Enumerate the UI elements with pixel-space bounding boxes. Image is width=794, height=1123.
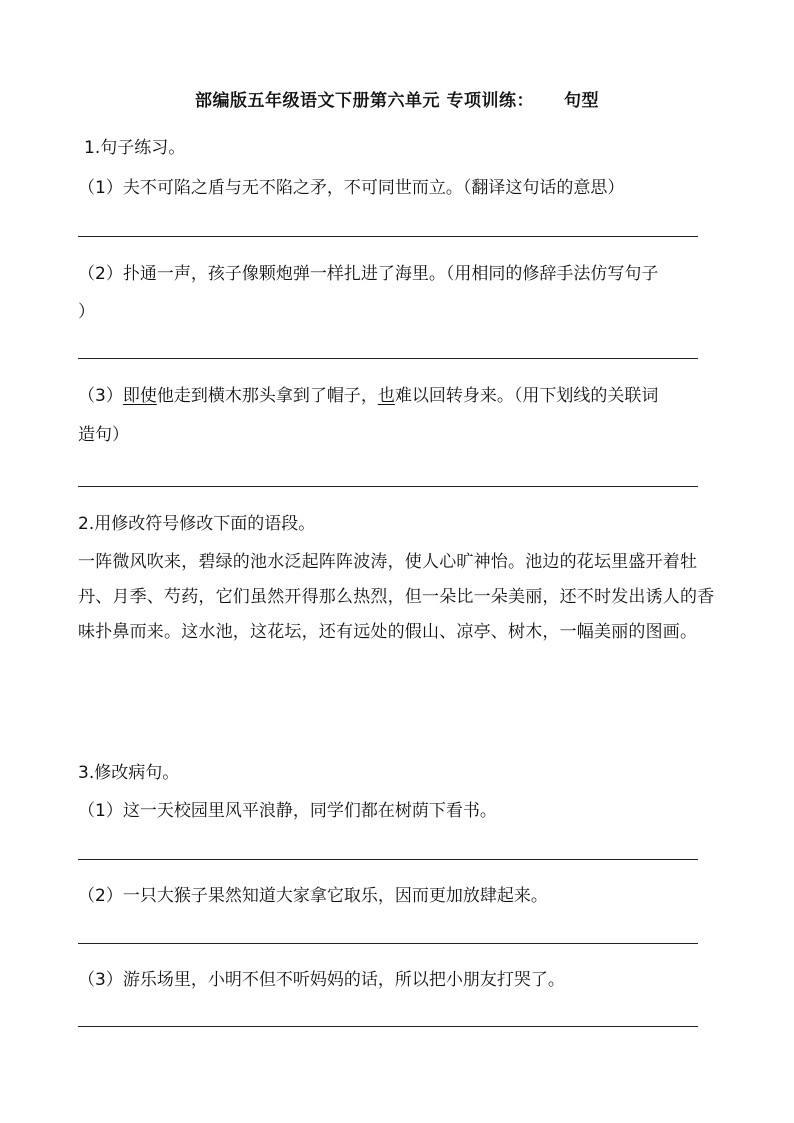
page-title — [0, 86, 794, 111]
underlined-word-ye: 也 — [377, 386, 395, 406]
answer-line-1-3[interactable] — [78, 486, 698, 487]
section1-heading: 1.句子练习。 — [84, 138, 186, 158]
question-3-2: （2）一只大猴子果然知道大家拿它取乐，因而更加放肆起来。 — [78, 886, 548, 906]
answer-line-1-2[interactable] — [78, 358, 698, 359]
question-1-3-prefix: （3） — [78, 386, 123, 406]
question-1-3-mid: 他走到横木那头拿到了帽子， — [156, 386, 378, 406]
answer-line-3-1[interactable] — [78, 859, 698, 860]
section3-heading: 3.修改病句。 — [78, 763, 180, 783]
question-3-1: （1）这一天校园里风平浪静，同学们都在树荫下看书。 — [78, 801, 497, 821]
underlined-word-jishi: 即使 — [122, 386, 157, 406]
question-1-3 — [78, 386, 728, 406]
question-1-1: （1）夫不可陷之盾与无不陷之矛，不可同世而立。（翻译这句话的意思） — [78, 178, 625, 198]
section2-passage: 一阵微风吹来，碧绿的池水泛起阵阵波涛，使人心旷神怡。池边的花坛里盛开着牡丹、月季、芍药，它们虽然开得那么热烈，但一朵比一朵美丽，还不时发出诱人的香味扑鼻而来。这水池，这花坛，还有远处的假山、凉亭、树木，一幅美丽的图画。 — [78, 552, 715, 642]
question-1-2: （2）扑通一声，孩子像颗炮弹一样扎进了海里。（用相同的修辞手法仿写句子 — [78, 264, 659, 284]
answer-line-3-2[interactable] — [78, 943, 698, 944]
answer-line-3-3[interactable] — [78, 1026, 698, 1027]
question-3-3: （3）游乐场里，小明不但不听妈妈的话，所以把小朋友打哭了。 — [78, 970, 565, 990]
title-main: 部编版五年级语文下册第六单元 专项训练： — [195, 91, 534, 111]
section2-heading: 2.用修改符号修改下面的语段。 — [78, 514, 316, 534]
answer-line-1-1[interactable] — [78, 236, 698, 237]
title-topic: 句型 — [563, 91, 599, 111]
question-1-3-cont: 造句） — [78, 425, 129, 445]
question-1-3-suffix: 难以回转身来。（用下划线的关联词 — [394, 386, 659, 406]
question-1-2-cont: ） — [78, 302, 95, 322]
